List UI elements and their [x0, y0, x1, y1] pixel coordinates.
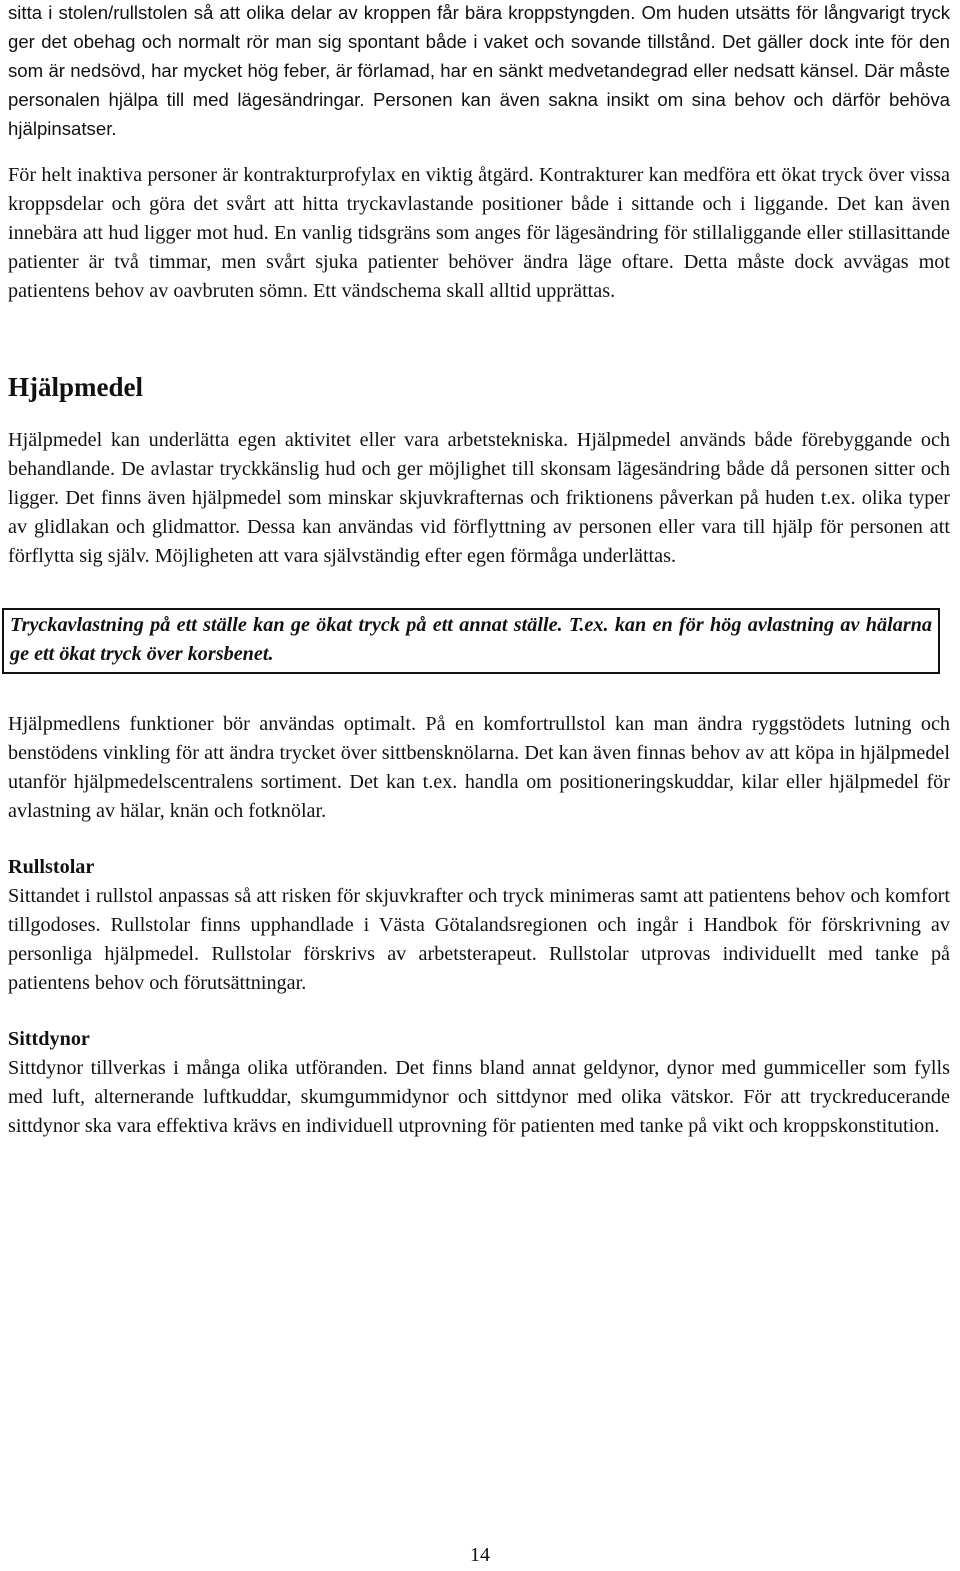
subheading-rullstolar: Rullstolar — [8, 856, 95, 878]
contracture-paragraph: För helt inaktiva personer är kontrakturprofylax en viktig åtgärd. Kontrakturer kan medföra ett ökat tryck över vissa kroppsdelar och göra det svårt att hitta tryckavlastande positioner både i sittande och i liggande. Det kan även innebära att hud ligger mot hud. En vanlig tidsgräns som anges för lägesändring för stillaliggande eller stillasittande patienter är två timmar, men svårt sjuka patienter behöver ändra läge oftare. Detta måste dock avvägas mot patientens behov av oavbruten sömn. Ett vändschema skall alltid upprättas. — [8, 164, 950, 302]
rullstolar-paragraph: Sittandet i rullstol anpassas så att risken för skjuvkrafter och tryck minimeras samt att patientens behov och komfort tillgodoses. Rullstolar finns upphandlade i Västa Götalandsregionen och ingår i Handbok för förskrivning av personliga hjälpmedel. Rullstolar förskrivs av arbetsterapeut. Rullstolar utprovas individuellt med tanke på patientens behov och förutsättningar. — [8, 885, 950, 994]
hjalpmedel-paragraph: Hjälpmedel kan underlätta egen aktivitet eller vara arbetstekniska. Hjälpmedel används både förebyggande och behandlande. De avlastar tryckkänslig hud och ger möjlighet till skonsam lägesändring både då personen sitter och ligger. Det finns även hjälpmedel som minskar skjuvkrafternas och friktionens påverkan på huden t.ex. olika typer av glidlakan och glidmattor. Dessa kan användas vid förflyttning av personen eller vara till hjälp för personen att förflytta sig själv. Möjligheten att vara självständig efter egen förmåga underlättas. — [8, 429, 950, 567]
callout-box — [2, 608, 940, 674]
callout-text: Tryckavlastning på ett ställe kan ge ökat tryck på ett annat ställe. T.ex. kan en för hög avlastning av hälarna ge ett ökat tryck över korsbenet. — [10, 614, 932, 665]
section-heading-hjalpmedel: Hjälpmedel — [8, 372, 143, 402]
subheading-sittdynor: Sittdynor — [8, 1028, 90, 1050]
page-number: 14 — [470, 1544, 490, 1566]
document-page — [8, 0, 950, 1141]
sittdynor-paragraph: Sittdynor tillverkas i många olika utföranden. Det finns bland annat geldynor, dynor med gummiceller som fylls med luft, alternerande luftkuddar, skumgummidynor och sittdynor med olika vätskor. För att tryckreducerande sittdynor ska vara effektiva krävs en individuell utprovning för patienten med tanke på vikt och kroppskonstitution. — [8, 1057, 950, 1137]
functions-paragraph: Hjälpmedlens funktioner bör användas optimalt. På en komfortrullstol kan man ändra ryggstödets lutning och benstödens vinkling för att ändra trycket över sittbensknölarna. Det kan även finnas behov av att köpa in hjälpmedel utanför hjälpmedelscentralens sortiment. Det kan t.ex. handla om positioneringskuddar, kilar eller hjälpmedel för avlastning av hälar, knän och fotknölar. — [8, 713, 950, 822]
intro-paragraph: sitta i stolen/rullstolen så att olika delar av kroppen får bära kroppstyngden. Om huden utsätts för långvarigt tryck ger det obehag och normalt rör man sig spontant både i vaket och sovande tillstånd. Det gäller dock inte för den som är nedsövd, har mycket hög feber, är förlamad, har en sänkt medvetandegrad eller nedsatt känsel. Där måste personalen hjälpa till med lägesändringar. Personen kan även sakna insikt om sina behov och därför behöva hjälpinsatser. — [8, 2, 950, 139]
